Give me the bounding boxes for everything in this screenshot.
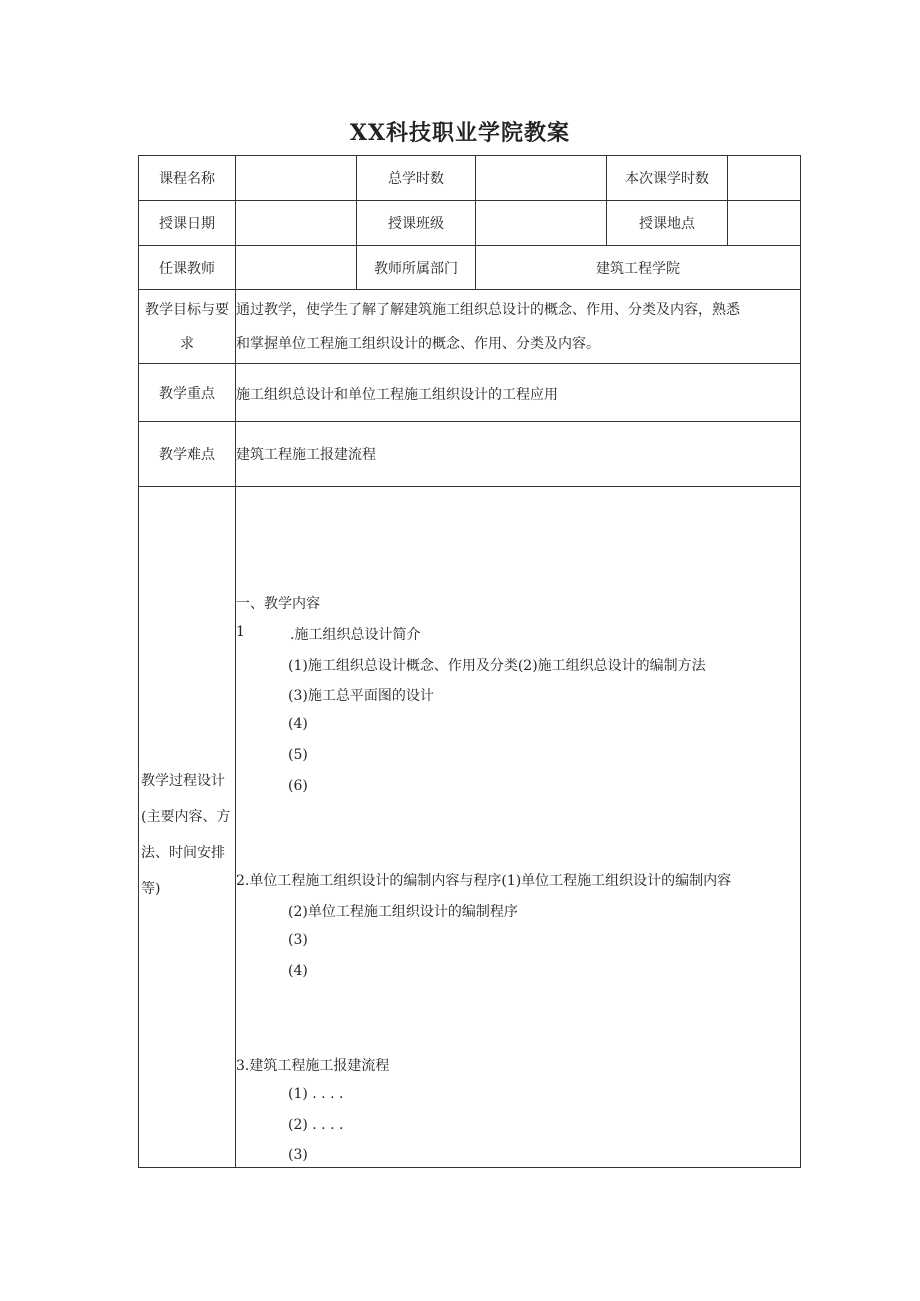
row-difficulties <box>139 422 801 487</box>
process-label-line2: (主要内容、方 <box>141 809 231 825</box>
section1-title: .施工组织总设计简介 <box>290 627 421 643</box>
date-value[interactable] <box>236 201 357 246</box>
location-label: 授课地点 <box>607 201 728 246</box>
difficulties-text: 建筑工程施工报建流程 <box>236 422 801 487</box>
section3-item2: (2) . . . . <box>288 1117 344 1133</box>
goals-text-line2: 和掌握单位工程施工组织设计的概念、作用、分类及内容。 <box>236 335 600 352</box>
key-points-text: 施工组织总设计和单位工程施工组织设计的工程应用 <box>236 364 801 422</box>
content-heading: 一、教学内容 <box>236 596 320 612</box>
section1-item6: (6) <box>288 778 308 794</box>
section3-title: 3.建筑工程施工报建流程 <box>236 1058 390 1074</box>
section1-item3: (3)施工总平面图的设计 <box>288 688 434 704</box>
section1-item1: (1)施工组织总设计概念、作用及分类(2)施工组织总设计的编制方法 <box>288 658 706 674</box>
row-process <box>139 487 801 1168</box>
row-course <box>139 156 801 201</box>
course-name-label: 课程名称 <box>139 156 236 201</box>
process-label-line3: 法、时间安排 <box>141 845 225 861</box>
section2-title: 2.单位工程施工组织设计的编制内容与程序(1)单位工程施工组织设计的编制内容 <box>236 873 732 889</box>
goals-label <box>139 290 236 364</box>
location-value[interactable] <box>728 201 801 246</box>
goals-label-line2: 求 <box>180 335 194 352</box>
process-label-line1: 教学过程设计 <box>141 773 225 789</box>
class-label: 授课班级 <box>357 201 476 246</box>
session-hours-value[interactable] <box>728 156 801 201</box>
section2-item4: (4) <box>288 963 308 979</box>
section3-item3: (3) <box>288 1147 308 1163</box>
teacher-value[interactable] <box>236 246 357 290</box>
page-title: XX科技职业学院教案 <box>349 120 571 146</box>
total-hours-label: 总学时数 <box>357 156 476 201</box>
goals-text <box>236 290 801 364</box>
section1-item5: (5) <box>288 747 308 763</box>
process-content <box>236 487 801 1168</box>
section2-item2: (2)单位工程施工组织设计的编制程序 <box>288 904 518 920</box>
process-label <box>139 487 236 1168</box>
class-value[interactable] <box>476 201 607 246</box>
key-points-label: 教学重点 <box>139 364 236 422</box>
teacher-label: 任课教师 <box>139 246 236 290</box>
total-hours-value[interactable] <box>476 156 607 201</box>
lesson-plan-table <box>138 155 801 1168</box>
goals-label-line1: 教学目标与要 <box>145 301 229 318</box>
row-date <box>139 201 801 246</box>
process-label-line4: 等) <box>141 881 161 897</box>
row-teacher <box>139 246 801 290</box>
difficulties-label: 教学难点 <box>139 422 236 487</box>
row-key-points <box>139 364 801 422</box>
dept-label: 教师所属部门 <box>357 246 476 290</box>
dept-value: 建筑工程学院 <box>476 246 801 290</box>
section2-item3: (3) <box>288 932 308 948</box>
row-goals <box>139 290 801 364</box>
course-name-value[interactable] <box>236 156 357 201</box>
date-label: 授课日期 <box>139 201 236 246</box>
session-hours-label: 本次课学时数 <box>607 156 728 201</box>
section1-number: 1 <box>236 624 245 640</box>
goals-text-line1: 通过教学，使学生了解了解建筑施工组织总设计的概念、作用、分类及内容，熟悉 <box>236 301 740 318</box>
section1-item4: (4) <box>288 716 308 732</box>
section3-item1: (1) . . . . <box>288 1086 344 1102</box>
